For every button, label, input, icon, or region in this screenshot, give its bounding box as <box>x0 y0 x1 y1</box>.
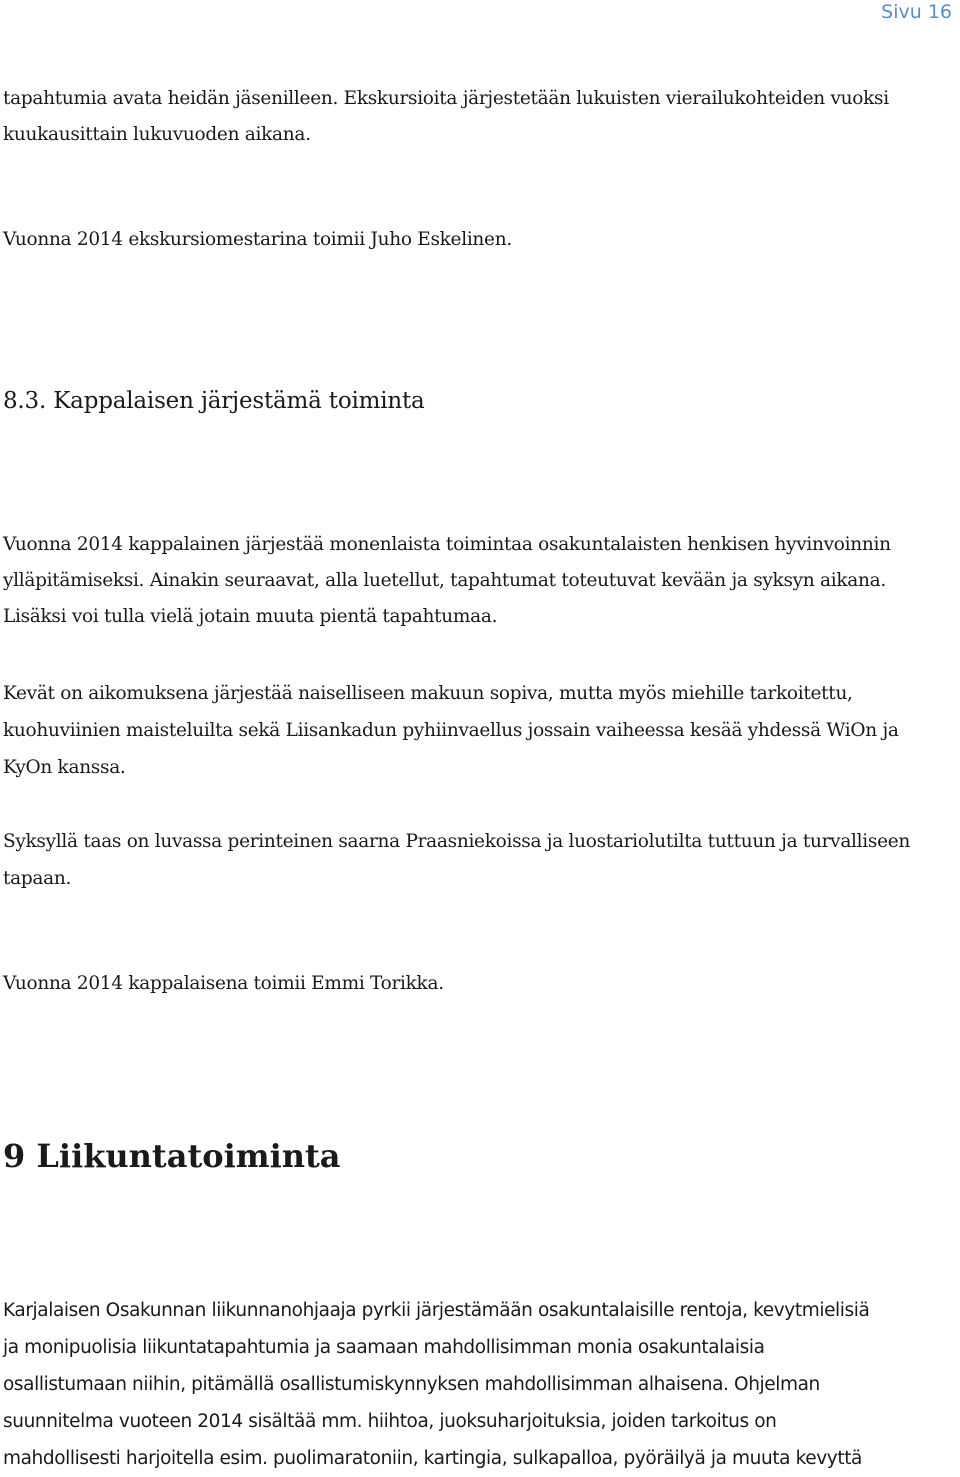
text-line: Vuonna 2014 kappalaisena toimii Emmi Torikka. <box>3 973 444 994</box>
spring-events-paragraph <box>3 675 954 786</box>
chaplain-intro-paragraph <box>3 527 954 635</box>
text-line: suunnitelma vuoteen 2014 sisältää mm. hiihtoa, juoksuharjoituksia, joiden tarkoitus on <box>3 1411 777 1432</box>
text-line: Syksyllä taas on luvassa perinteinen saarna Praasniekoissa ja luostariolutilta tuttuun ja turvalliseen <box>3 831 911 852</box>
text-line: Lisäksi voi tulla vielä jotain muuta pientä tapahtumaa. <box>3 606 498 627</box>
text-line: ja monipuolisia liikuntatapahtumia ja saamaan mahdollisimman monia osakuntalaisia <box>3 1337 765 1358</box>
text-line: osallistumaan niihin, pitämällä osallistumiskynnyksen mahdollisimman alhaisena. Ohjelman <box>3 1374 820 1395</box>
page-number: Sivu 16 <box>881 1 952 23</box>
section-heading-8-3: 8.3. Kappalaisen järjestämä toiminta <box>3 388 425 414</box>
chaplain-name-paragraph <box>3 966 954 1002</box>
excursion-paragraph <box>3 81 954 153</box>
text-line: Kevät on aikomuksena järjestää naiselliseen makuun sopiva, mutta myös miehille tarkoitettu, <box>3 683 853 704</box>
text-line: kuukausittain lukuvuoden aikana. <box>3 124 311 145</box>
sports-paragraph <box>3 1292 954 1477</box>
text-line: Vuonna 2014 kappalainen järjestää monenlaista toimintaa osakuntalaisten henkisen hyvinvoinnin <box>3 534 891 555</box>
text-line: mahdollisesti harjoitella esim. puolimaratoniin, kartingia, sulkapalloa, pyöräilyä ja muuta kevyttä <box>3 1448 862 1469</box>
text-line: tapaan. <box>3 868 72 889</box>
text-line: ylläpitämiseksi. Ainakin seuraavat, alla luetellut, tapahtumat toteutuvat kevään ja syksyn aikana. <box>3 570 886 591</box>
text-line: kuohuviinien maisteluilta sekä Liisankadun pyhiinvaellus jossain vaiheessa kesää yhdessä WiOn ja <box>3 720 899 741</box>
text-line: Vuonna 2014 ekskursiomestarina toimii Juho Eskelinen. <box>3 229 512 250</box>
autumn-events-paragraph <box>3 823 954 897</box>
section-heading-9: 9 Liikuntatoiminta <box>3 1137 341 1175</box>
text-line: tapahtumia avata heidän jäsenilleen. Ekskursioita järjestetään lukuisten vierailukohteiden vuoksi <box>3 88 889 109</box>
text-line: KyOn kanssa. <box>3 757 126 778</box>
text-line: Karjalaisen Osakunnan liikunnanohjaaja pyrkii järjestämään osakuntalaisille rentoja, kevytmielisiä <box>3 1300 870 1321</box>
excursion-master-paragraph <box>3 222 954 258</box>
